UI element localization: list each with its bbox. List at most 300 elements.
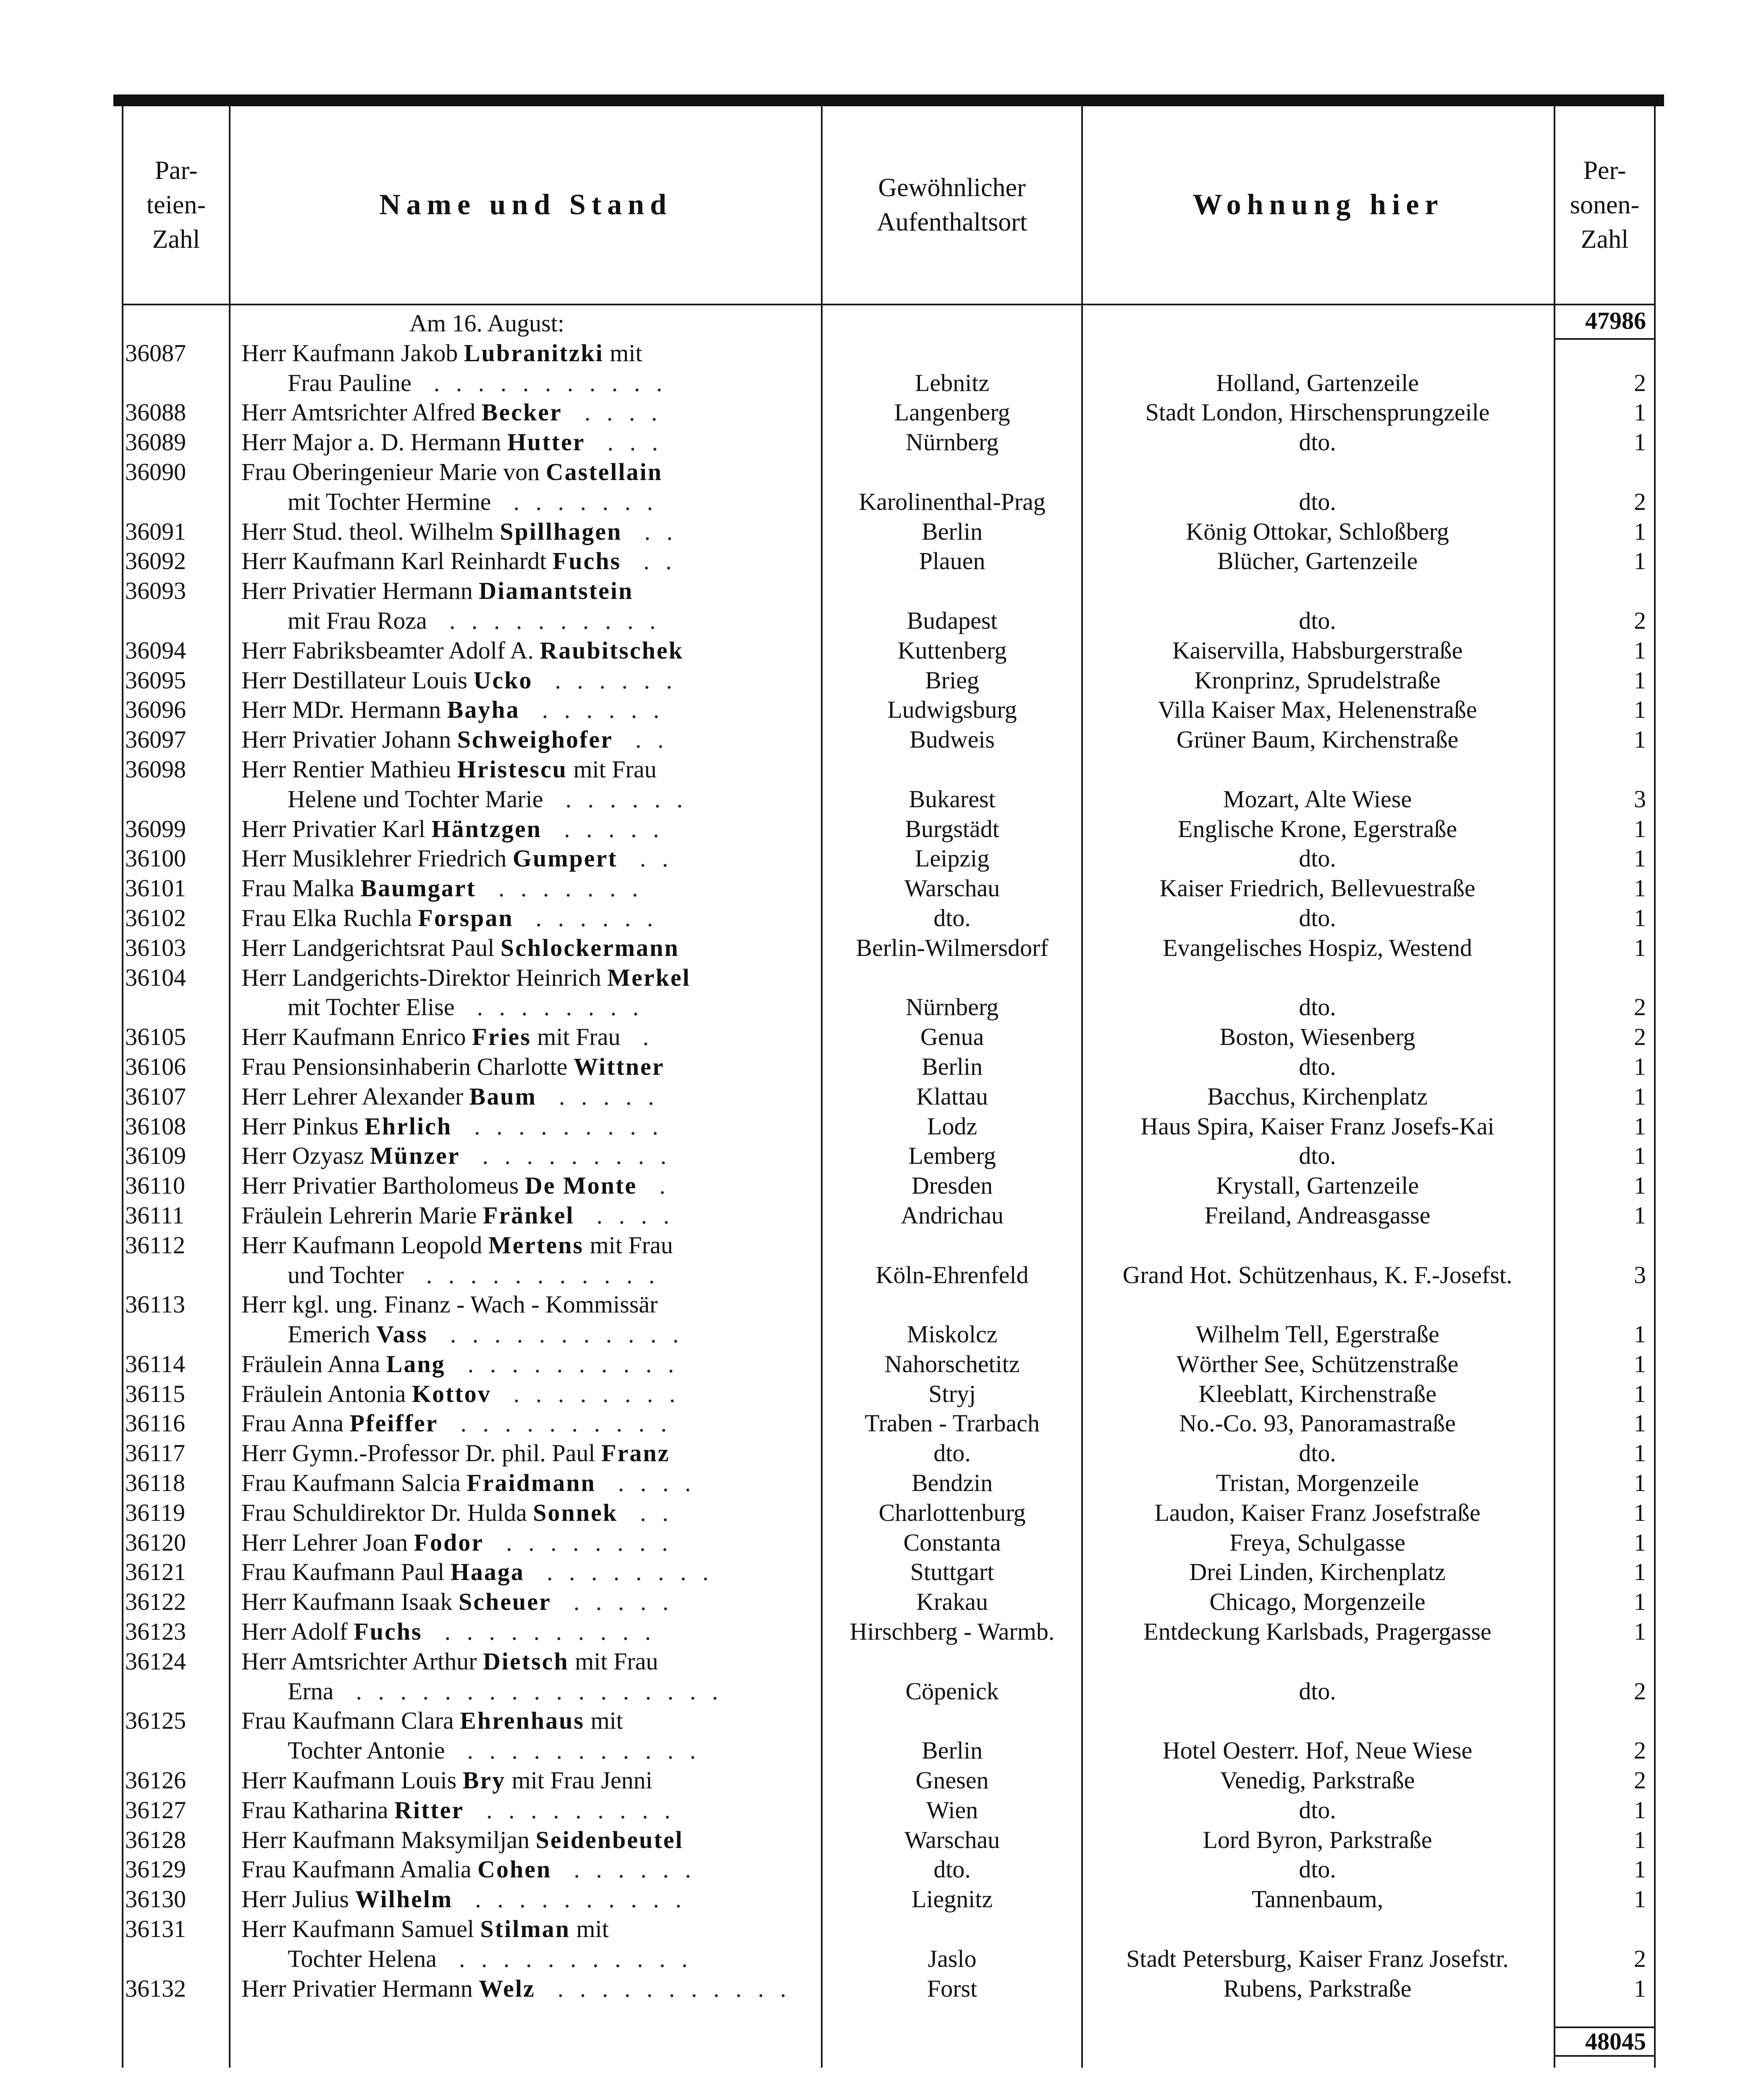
name-prefix: Herr Privatier Bartholomeus [241,1172,525,1200]
usual-residence: Cöpenick [905,1677,999,1705]
table-row [122,339,1656,368]
person-count: 2 [1634,993,1646,1021]
surname: Bry [462,1767,506,1794]
header-rule [122,304,1656,305]
local-lodging: Lord Byron, Parkstraße [1203,1826,1432,1853]
party-number: 36096 [125,696,186,724]
person-count: 1 [1634,1112,1646,1140]
name-prefix: Herr Privatier Hermann [241,577,479,605]
name-prefix: mit Tochter Elise [288,993,455,1021]
name-prefix: mit Tochter Hermine [288,488,491,515]
usual-residence: Genua [920,1023,984,1051]
person-count: 1 [1634,696,1646,724]
person-count: 1 [1634,1350,1646,1378]
leader-dots: . . . . . . . . . . . [535,1974,792,2002]
leader-dots: . . . . . . [513,904,658,932]
name-prefix: Frau Kaufmann Paul [241,1558,451,1586]
party-number: 36125 [125,1707,186,1735]
usual-residence: Gnesen [915,1767,989,1794]
usual-residence: Ludwigsburg [887,696,1017,724]
name-prefix: Fräulein Antonia [241,1380,412,1407]
party-number: 36110 [125,1172,185,1200]
name-suffix: mit Frau Jenni [506,1767,653,1794]
name-prefix: Frau Kaufmann Salcia [241,1469,467,1497]
usual-residence: Lebnitz [915,369,990,396]
surname: Fodor [414,1528,484,1556]
top-rule [113,94,1664,106]
table-row [122,1141,1656,1171]
local-lodging: Mozart, Alte Wiese [1223,785,1412,813]
name-prefix: Herr Ozyasz [241,1142,370,1170]
leader-dots: . . [618,1499,674,1526]
party-number: 36105 [125,1023,186,1051]
person-count: 3 [1634,1261,1646,1289]
usual-residence: Stryj [928,1380,976,1407]
surname: Dietsch [483,1647,569,1675]
local-lodging: Kronprinz, Sprudelstraße [1194,666,1441,694]
name-prefix: mit Frau Roza [288,606,427,634]
usual-residence: Lodz [927,1112,978,1140]
local-lodging: No.-Co. 93, Panoramastraße [1179,1410,1456,1437]
party-number: 36132 [125,1974,186,2002]
surname: De Monte [524,1172,637,1200]
surname: Baumgart [360,874,476,902]
leader-dots: . . . . . . . . [491,1380,681,1407]
local-lodging: König Ottokar, Schloßberg [1186,517,1449,545]
table-row [122,1885,1656,1914]
surname: Diamantstein [479,577,634,605]
leader-dots: . . . . . . . . . . [422,1618,656,1646]
name-prefix: Herr Kaufmann Jakob [241,339,464,367]
person-count: 1 [1634,726,1646,753]
table-row [122,1231,1656,1260]
surname: Ucko [473,666,533,694]
local-lodging: Evangelisches Hospiz, Westend [1163,934,1472,961]
party-number: 36106 [125,1053,186,1080]
party-number: 36121 [125,1558,186,1586]
table-row [122,963,1656,993]
table-row [122,1112,1656,1142]
register-page [122,94,1656,2056]
party-number: 36109 [125,1142,186,1170]
usual-residence: Berlin-Wilmersdorf [856,934,1049,961]
name-prefix: Helene und Tochter Marie [288,785,543,813]
person-count: 1 [1634,874,1646,902]
surname: Wittner [573,1053,665,1080]
usual-residence: Langenberg [894,399,1010,426]
party-number: 36129 [125,1856,186,1883]
usual-residence: Warschau [904,1826,1000,1853]
table-row [122,1379,1656,1409]
usual-residence: Berlin [922,1053,983,1080]
usual-residence: Nürnberg [905,993,999,1021]
leader-dots: . . . . [595,1469,696,1497]
usual-residence: Wien [926,1796,978,1824]
table-row [122,1944,1656,1974]
header-nr: Par- teien- Zahl [146,156,206,254]
name-prefix: Herr Fabriksbeamter Adolf A. [241,636,540,664]
person-count: 1 [1634,1558,1646,1586]
usual-residence: dto. [933,1856,971,1883]
local-lodging: Kleeblatt, Kirchenstraße [1198,1380,1436,1407]
party-number: 36108 [125,1112,186,1140]
surname: Häntzgen [431,815,542,843]
table-row [122,1796,1656,1825]
name-prefix: Frau Kaufmann Clara [241,1707,460,1735]
table-row [122,546,1656,576]
party-number: 36124 [125,1647,186,1675]
table-row [122,1290,1656,1320]
usual-residence: Budapest [907,606,998,634]
surname: Hristescu [457,755,567,783]
person-count: 2 [1634,1677,1646,1705]
party-number: 36091 [125,517,186,545]
surname: Bayha [447,696,520,724]
surname: Fuchs [354,1618,422,1646]
table-row [122,1320,1656,1349]
name-prefix: Frau Schuldirektor Dr. Hulda [241,1499,533,1526]
leader-dots: . . . . . . . . . . [445,1350,679,1378]
leader-dots: . . . . . . [543,785,688,813]
person-count: 1 [1634,1528,1646,1556]
person-count: 1 [1634,1499,1646,1526]
surname: Ehrlich [364,1112,452,1140]
date-row [122,309,1656,339]
local-lodging: dto. [1299,1142,1336,1170]
usual-residence: Kuttenberg [897,636,1007,664]
person-count: 1 [1634,547,1646,575]
usual-residence: Andrichau [901,1201,1004,1229]
leader-dots: . . . . . [536,1082,659,1110]
local-lodging: Villa Kaiser Max, Helenenstraße [1158,696,1477,724]
party-number: 36120 [125,1528,186,1556]
party-number: 36100 [125,845,186,872]
leader-dots: . [620,1023,654,1051]
name-suffix: mit [570,1915,609,1943]
local-lodging: Wörther See, Schützenstraße [1176,1350,1459,1378]
surname: Seidenbeutel [535,1826,684,1853]
header-name: Name und Stand [379,189,672,221]
header-wohnung: Wohnung hier [1193,189,1444,221]
surname: Mertens [488,1231,584,1259]
local-lodging: Tannenbaum, [1251,1885,1384,1913]
party-number: 36098 [125,755,186,783]
surname: Welz [479,1974,535,2002]
name-prefix: Herr Lehrer Alexander [241,1082,469,1110]
usual-residence: Charlottenburg [878,1499,1026,1526]
table-row [122,1587,1656,1617]
table-row [122,785,1656,814]
surname: Raubitschek [540,636,684,664]
name-prefix: Herr Privatier Karl [241,815,432,843]
table-row [122,606,1656,636]
surname: Scheuer [458,1588,551,1616]
usual-residence: Traben - Trarbach [865,1410,1040,1437]
person-count: 1 [1634,636,1646,664]
local-lodging: Grand Hot. Schützenhaus, K. F.-Josefst. [1122,1261,1512,1289]
surname: Stilman [480,1915,570,1943]
leader-dots: . . . . . . . . . . [427,606,661,634]
guest-name [241,457,930,487]
leader-dots: . . . . . . . . . . . [437,1945,693,1972]
local-lodging: Bacchus, Kirchenplatz [1207,1082,1428,1110]
name-prefix: Herr Kaufmann Enrico [241,1023,472,1051]
name-prefix: Herr Kaufmann Louis [241,1767,463,1794]
usual-residence: Berlin [922,517,983,545]
leader-dots: . . . . . . . [491,488,658,515]
table-row [122,1528,1656,1558]
name-prefix: Tochter Helena [288,1945,437,1972]
party-number: 36089 [125,428,186,456]
person-count: 1 [1634,934,1646,961]
surname: Wilhelm [355,1885,453,1913]
guest-name [241,963,930,993]
party-number: 36094 [125,636,186,664]
person-count: 1 [1634,1885,1646,1913]
name-prefix: Fräulein Anna [241,1350,386,1378]
local-lodging: Kaiservilla, Habsburgerstraße [1172,636,1463,664]
header-personen: Per- sonen- Zahl [1570,156,1640,254]
person-count: 1 [1634,1172,1646,1200]
local-lodging: Laudon, Kaiser Franz Josefstraße [1154,1499,1481,1526]
local-lodging: dto. [1299,1439,1336,1467]
local-lodging: dto. [1299,428,1336,456]
table-row [122,1617,1656,1647]
person-count: 1 [1634,1320,1646,1348]
party-number: 36130 [125,1885,186,1913]
person-count: 2 [1634,606,1646,634]
leader-dots: . . . . . . . . . . . [427,1320,684,1348]
person-count: 1 [1634,1618,1646,1646]
table-row [122,1736,1656,1766]
table-row [122,814,1656,844]
leader-dots: . . [613,726,669,753]
leader-dots: . . [617,845,674,872]
person-count: 2 [1634,1767,1646,1794]
name-prefix: Frau Malka [241,874,361,902]
party-number: 36114 [125,1350,185,1378]
name-prefix: Frau Kaufmann Amalia [241,1856,478,1883]
person-count: 1 [1634,666,1646,694]
local-lodging: dto. [1299,1053,1336,1080]
party-number: 36095 [125,666,186,694]
name-suffix: mit Frau [569,1647,658,1675]
party-number: 36099 [125,815,186,843]
leader-dots: . . . [585,428,663,456]
usual-residence: Nahorschetitz [884,1350,1020,1378]
name-prefix: Herr Landgerichts-Direktor Heinrich [241,963,608,991]
table-row [122,1022,1656,1052]
table-row [122,1409,1656,1438]
name-prefix: Frau Pauline [288,369,412,396]
party-number: 36097 [125,726,186,753]
leader-dots: . . . . . . . . [454,993,644,1021]
leader-dots: . . . . . . . . . [460,1142,671,1170]
usual-residence: Dresden [911,1172,993,1200]
table-row [122,844,1656,874]
local-lodging: Haus Spira, Kaiser Franz Josefs-Kai [1140,1112,1494,1140]
table-row [122,1706,1656,1736]
local-lodging: Drei Linden, Kirchenplatz [1189,1558,1446,1586]
person-count: 1 [1634,1142,1646,1170]
name-prefix: Emerich [288,1320,376,1348]
local-lodging: Entdeckung Karlsbads, Pragergasse [1143,1618,1491,1646]
surname: Haaga [450,1558,524,1586]
local-lodging: Wilhelm Tell, Egerstraße [1195,1320,1439,1348]
surname: Baum [469,1082,537,1110]
table-row [122,1438,1656,1468]
name-prefix: Herr Kaufmann Maksymiljan [241,1826,536,1853]
usual-residence: Budweis [910,726,995,753]
leader-dots: . . . . . [551,1588,674,1616]
table-row [122,1498,1656,1528]
surname: Hutter [507,428,585,456]
local-lodging: Venedig, Parkstraße [1220,1767,1415,1794]
usual-residence: Krakau [916,1588,988,1616]
person-count: 1 [1634,1380,1646,1407]
name-prefix: Herr Privatier Hermann [241,1974,479,2002]
leader-dots: . . . . . . [519,696,665,724]
table-row [122,1171,1656,1201]
local-lodging: Chicago, Morgenzeile [1209,1588,1426,1616]
usual-residence: Karolinenthal-Prag [859,488,1046,515]
party-number: 36118 [125,1469,185,1497]
table-row [122,1260,1656,1290]
name-prefix: Herr MDr. Hermann [241,696,447,724]
leader-dots: . . . . . . . . . . . [445,1737,701,1764]
person-count: 1 [1634,1588,1646,1616]
local-lodging: dto. [1299,1856,1336,1883]
party-number: 36090 [125,458,186,486]
table-row [122,517,1656,547]
surname: Lang [386,1350,446,1378]
person-count: 1 [1634,815,1646,843]
leader-dots: . . [621,547,677,575]
local-lodging: Hotel Oesterr. Hof, Neue Wiese [1162,1737,1473,1764]
table-row [122,487,1656,517]
party-number: 36102 [125,904,186,932]
person-count: 1 [1634,517,1646,545]
usual-residence: Bendzin [911,1469,993,1497]
carry-over-sum: 47986 [1585,307,1646,334]
usual-residence: Jaslo [928,1945,977,1972]
party-number: 36107 [125,1082,186,1110]
table-row [122,1974,1656,2004]
name-prefix: Herr Privatier Johann [241,726,457,753]
local-lodging: dto. [1299,606,1336,634]
person-count: 3 [1634,785,1646,813]
surname: Vass [376,1320,428,1348]
table-row [122,368,1656,398]
surname: Spillhagen [500,517,622,545]
usual-residence: Köln-Ehrenfeld [876,1261,1029,1289]
surname: Ritter [394,1796,464,1824]
person-count: 1 [1634,1856,1646,1883]
local-lodging: Englische Krone, Egerstraße [1177,815,1457,843]
leader-dots: . . . . . . [551,1856,696,1883]
usual-residence: Brieg [925,666,979,694]
local-lodging: dto. [1299,845,1336,872]
party-number: 36131 [125,1915,186,1943]
name-prefix: Herr Amtsrichter Arthur [241,1647,483,1675]
table-row [122,1766,1656,1796]
party-number: 36126 [125,1767,186,1794]
local-lodging: dto. [1299,1796,1336,1824]
usual-residence: dto. [933,904,971,932]
name-prefix: Tochter Antonie [288,1737,445,1764]
name-prefix: Herr Musiklehrer Friedrich [241,845,513,872]
leader-dots: . . . . . . . [476,874,643,902]
table-row [122,933,1656,963]
name-prefix: Herr Julius [241,1885,355,1913]
local-lodging: Stadt Petersburg, Kaiser Franz Josefstr. [1126,1945,1509,1972]
table-row [122,576,1656,606]
table-row [122,1201,1656,1231]
usual-residence: Bukarest [909,785,996,813]
name-prefix: Herr Kaufmann Isaak [241,1588,459,1616]
name-prefix: Herr Adolf [241,1618,354,1646]
usual-residence: Stuttgart [910,1558,994,1586]
table-row [122,874,1656,903]
entry-list [122,339,1656,2004]
name-prefix: Frau Oberingenieur Marie von [241,458,546,486]
party-number: 36104 [125,963,186,991]
name-suffix: mit [584,1707,623,1735]
party-number: 36113 [125,1291,185,1318]
guest-name [241,1231,930,1260]
usual-residence: Nürnberg [905,428,999,456]
local-lodging: Freya, Schulgasse [1229,1528,1405,1556]
table-row [122,1855,1656,1885]
guest-name [241,1647,930,1677]
surname: Schweighofer [457,726,613,753]
name-prefix: Frau Pensionsinhaberin Charlotte [241,1053,574,1080]
guest-name [241,1290,930,1320]
person-count: 1 [1634,1826,1646,1853]
leader-dots: . . . . [562,399,663,426]
table-row [122,428,1656,457]
leader-dots: . . . . . . . . . . . . . . . . . [333,1677,723,1705]
name-prefix: Herr Landgerichtsrat Paul [241,934,501,961]
local-lodging: Blücher, Gartenzeile [1217,547,1418,575]
name-prefix: Herr kgl. ung. Finanz - Wach - Kommissär [241,1291,658,1318]
name-prefix: Frau Katharina [241,1796,394,1824]
leader-dots: . . [622,517,678,545]
surname: Sonnek [533,1499,618,1526]
party-number: 36103 [125,934,186,961]
party-number: 36123 [125,1618,186,1646]
surname: Fuchs [552,547,621,575]
table-row [122,1647,1656,1677]
person-count: 2 [1634,488,1646,515]
local-lodging: dto. [1299,1677,1336,1705]
name-suffix: mit [603,339,642,367]
person-count: 1 [1634,1201,1646,1229]
local-lodging: Tristan, Morgenzeile [1216,1469,1419,1497]
person-count: 1 [1634,1796,1646,1824]
local-lodging: Freiland, Andreasgasse [1204,1201,1431,1229]
leader-dots: . . . . [574,1201,674,1229]
local-lodging: Boston, Wiesenberg [1219,1023,1415,1051]
table-row [122,1468,1656,1498]
name-prefix: Herr Kaufmann Samuel [241,1915,480,1943]
leader-dots: . . . . . . . . [484,1528,673,1556]
table-row [122,1914,1656,1944]
table-row [122,695,1656,725]
local-lodging: Holland, Gartenzeile [1216,369,1419,396]
person-count: 2 [1634,369,1646,396]
usual-residence: Klattau [916,1082,988,1110]
